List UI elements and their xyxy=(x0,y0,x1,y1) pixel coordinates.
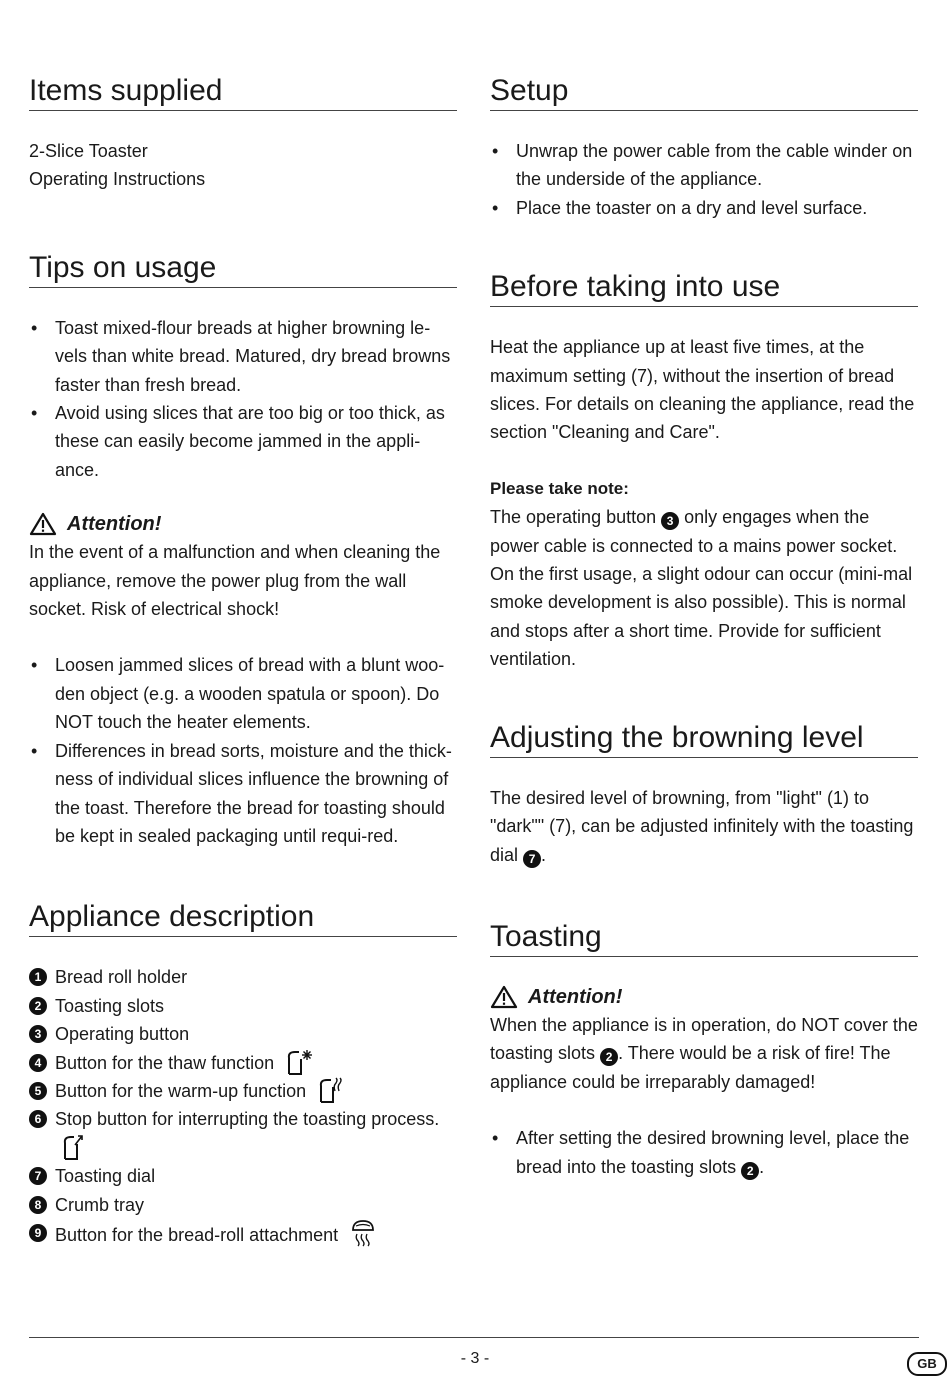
number-badge: 7 xyxy=(523,850,541,868)
items-supplied-section xyxy=(29,74,457,194)
number-badge: 3 xyxy=(29,1025,47,1043)
appliance-section xyxy=(29,900,457,1249)
appliance-item-label: Toasting dial xyxy=(55,1166,156,1187)
setup-heading: Setup xyxy=(490,74,918,111)
bullet-text-part: After setting the desired browning level, place the bread into the toasting slots xyxy=(516,1128,910,1177)
appliance-item xyxy=(29,1077,457,1105)
warm-up-icon xyxy=(317,1077,345,1103)
number-badge: 7 xyxy=(29,1167,47,1185)
bread-roll-icon xyxy=(349,1219,377,1247)
toasting-bullet xyxy=(490,1124,918,1181)
browning-section xyxy=(490,721,918,869)
number-badge: 4 xyxy=(29,1054,47,1072)
note-text xyxy=(490,503,918,673)
stop-icon xyxy=(61,1134,87,1160)
attention-text: In the event of a malfunction and when cleaning the appliance, remove the power plug from the wall socket. Risk of electrical shock! xyxy=(29,542,441,620)
browning-heading: Adjusting the browning level xyxy=(490,721,918,758)
number-badge: 2 xyxy=(29,997,47,1015)
number-badge: 6 xyxy=(29,1110,47,1128)
warning-icon xyxy=(29,512,57,536)
tip-bullet: • Avoid using slices that are too big or too thick, as these can easily become jammed in the appli-ance. xyxy=(29,399,457,484)
thaw-icon xyxy=(285,1049,313,1075)
page-number: - 3 - xyxy=(460,1350,490,1367)
number-badge: 1 xyxy=(29,968,47,986)
browning-text-part: . xyxy=(541,844,547,865)
appliance-item-label: Toasting slots xyxy=(55,995,165,1016)
toasting-attention-text xyxy=(490,1011,918,1096)
toasting-section xyxy=(490,920,918,1181)
note-text-part: only engages when the power cable is connected to a mains power socket. On the first usage, a slight odour can occur (mini-mal smoke development is also possible). This is normal and stops after a short time. Provide for sufficient ventilation. xyxy=(490,507,913,670)
appliance-list xyxy=(29,963,457,1249)
appliance-item-label: Stop button for interrupting the toasting process. xyxy=(55,1109,440,1130)
number-badge: 8 xyxy=(29,1196,47,1214)
item-toaster: 2-Slice Toaster xyxy=(29,141,148,161)
appliance-item-label: Operating button xyxy=(55,1024,190,1045)
appliance-heading: Appliance description xyxy=(29,900,457,937)
appliance-item xyxy=(29,1020,457,1048)
appliance-item xyxy=(29,1162,457,1190)
number-badge: 5 xyxy=(29,1082,47,1100)
number-badge: 2 xyxy=(600,1048,618,1066)
attention-label: Attention! xyxy=(67,513,162,536)
left-column xyxy=(29,74,457,1249)
attention-heading xyxy=(29,510,457,538)
items-supplied-heading: Items supplied xyxy=(29,74,457,111)
appliance-item xyxy=(29,992,457,1020)
browning-text xyxy=(490,784,918,869)
attention-heading xyxy=(490,983,918,1011)
footer-divider xyxy=(29,1337,919,1338)
number-badge: 2 xyxy=(741,1162,759,1180)
before-use-heading: Before taking into use xyxy=(490,270,918,307)
appliance-item-label: Button for the bread-roll attachment xyxy=(55,1224,339,1245)
appliance-item-label: Bread roll holder xyxy=(55,967,188,988)
bullet-text-part: . xyxy=(759,1156,765,1177)
attention-text-part: When the appliance is in operation, do NOT cover the toasting slots xyxy=(490,1014,918,1064)
tip-bullet: • Differences in bread sorts, moisture and the thick-ness of individual slices influence the browning of the toast. Therefore the bread for toasting should be kept in sealed packaging until requi-red. xyxy=(29,737,457,851)
appliance-item-label: Button for the warm-up function xyxy=(55,1080,307,1101)
appliance-item xyxy=(29,1105,457,1162)
setup-bullet: • Unwrap the power cable from the cable winder on the underside of the appliance. xyxy=(490,137,918,194)
number-badge: 3 xyxy=(661,512,679,530)
tip-bullet: • Loosen jammed slices of bread with a blunt woo-den object (e.g. a wooden spatula or spoon). Do NOT touch the heater elements. xyxy=(29,651,457,736)
language-badge: GB xyxy=(907,1352,947,1376)
right-column xyxy=(490,74,918,1181)
appliance-item-label: Crumb tray xyxy=(55,1194,145,1215)
tips-section xyxy=(29,251,457,851)
setup-section xyxy=(490,74,918,222)
warning-icon xyxy=(490,985,518,1009)
note-text-part: The operating button xyxy=(490,507,657,528)
appliance-item-label: Button for the thaw function xyxy=(55,1052,275,1073)
before-use-text: Heat the appliance up at least five times, at the maximum setting (7), without the insertion of bread slices. For details on cleaning the appliance, read the section "Cleaning and Care". xyxy=(490,337,915,443)
appliance-item xyxy=(29,1049,457,1077)
browning-text-part: The desired level of browning, from "light" (1) to "dark"" (7), can be adjusted infinitely with the toasting dial xyxy=(490,787,914,865)
number-badge: 9 xyxy=(29,1224,47,1242)
appliance-item xyxy=(29,1219,457,1249)
tips-heading: Tips on usage xyxy=(29,251,457,288)
setup-bullet: • Place the toaster on a dry and level surface. xyxy=(490,194,918,222)
appliance-item xyxy=(29,963,457,991)
attention-label: Attention! xyxy=(528,985,623,1008)
item-instructions: Operating Instructions xyxy=(29,169,206,190)
attention-text-part: . There would be a risk of fire! The appliance could be irreparably damaged! xyxy=(490,1043,891,1092)
toasting-heading: Toasting xyxy=(490,920,918,957)
note-label: Please take note: xyxy=(490,478,629,498)
tip-bullet: • Toast mixed-flour breads at higher browning le-vels than white bread. Matured, dry bread browns faster than fresh bread. xyxy=(29,314,457,399)
appliance-item xyxy=(29,1191,457,1219)
before-use-section xyxy=(490,270,918,673)
